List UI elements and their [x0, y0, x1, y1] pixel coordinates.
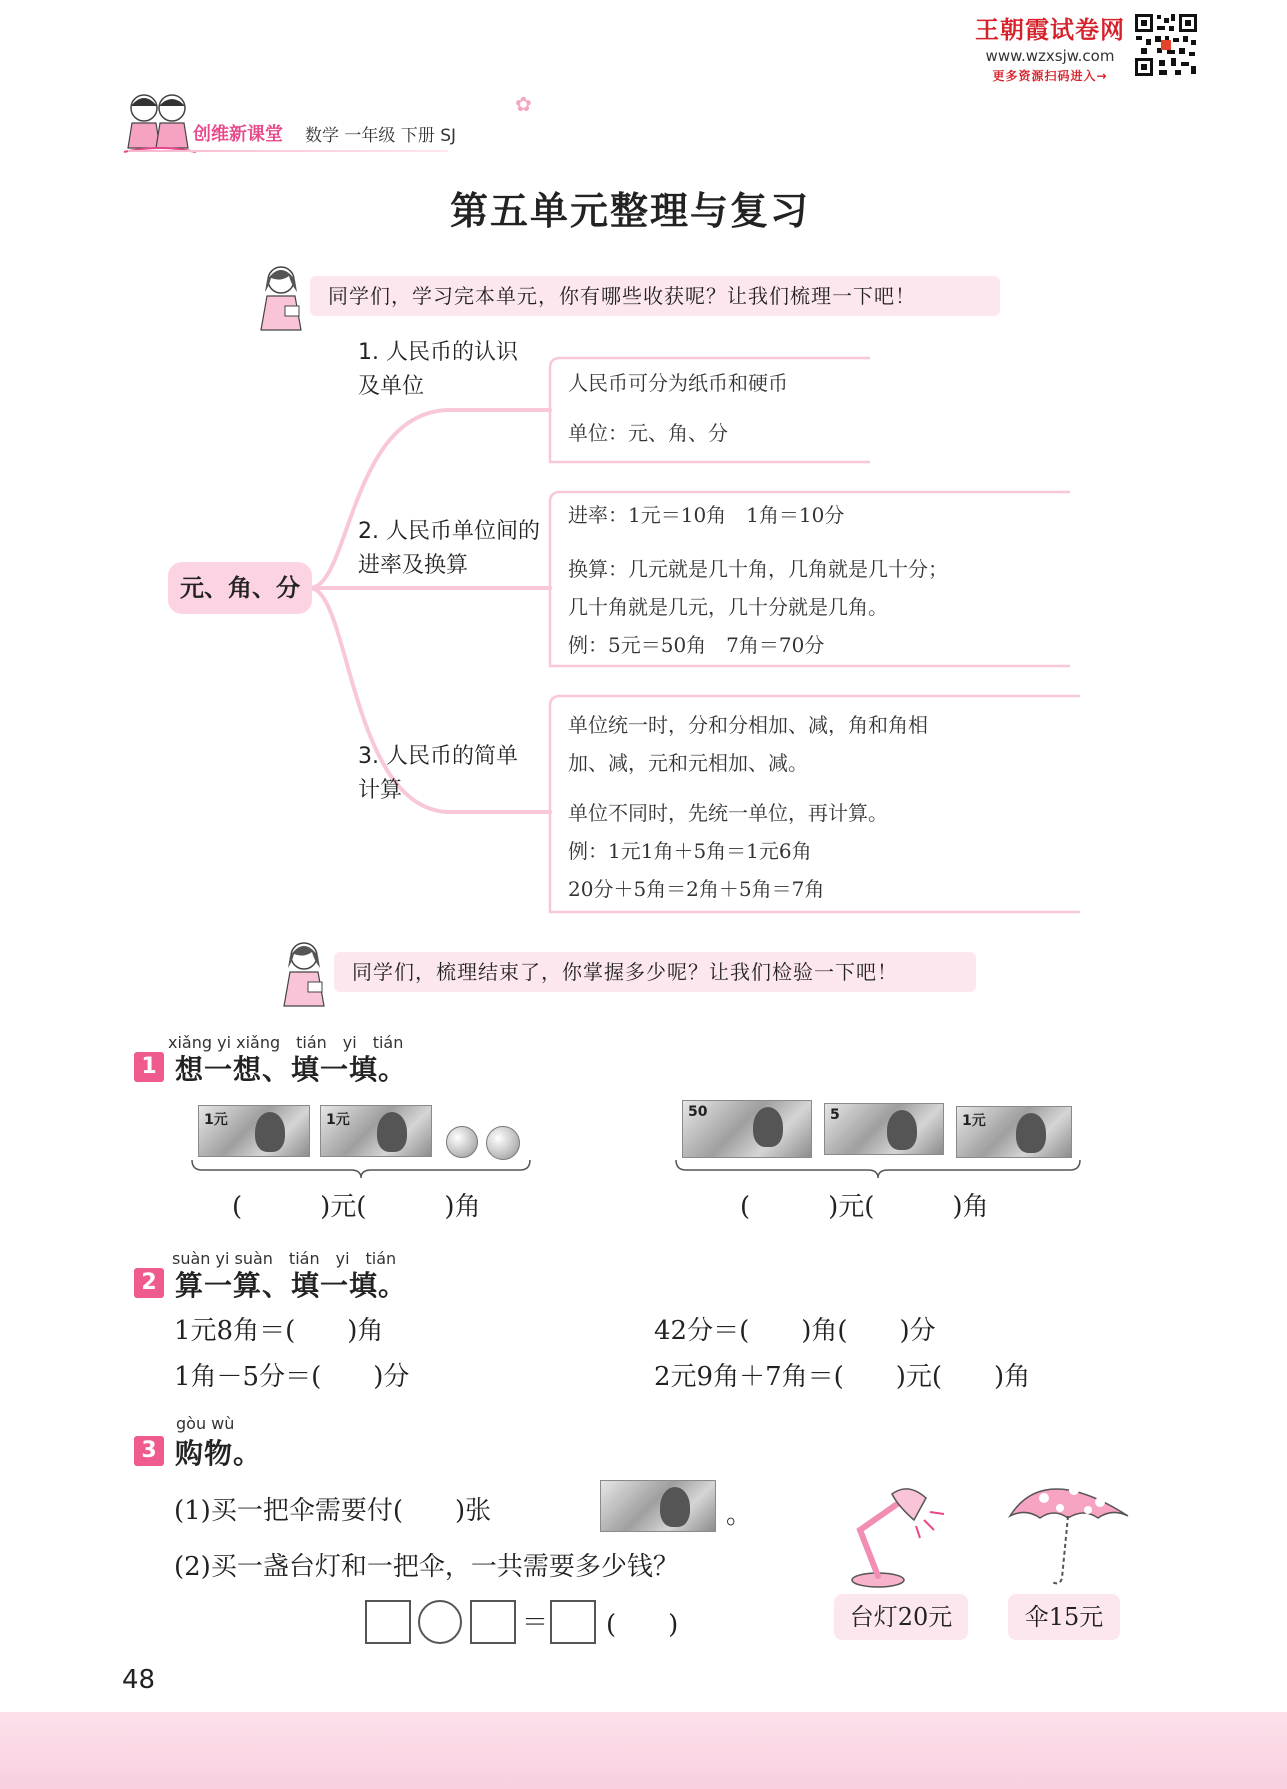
q2-item[interactable]: 42分＝( )角( )分 [654, 1316, 936, 1346]
footer-band [0, 1712, 1287, 1789]
brand-name: 创维新课堂 [193, 124, 283, 145]
branch-2-note: 换算：几元就是几十角，几角就是几十分； [568, 557, 948, 581]
check-intro-banner: 同学们，梳理结束了，你掌握多少呢？让我们检验一下吧！ [334, 952, 976, 992]
flower-icon: ✿ [515, 92, 532, 116]
branch-2-note: 进率：1元＝10角 1角＝10分 [568, 503, 845, 527]
branch-1-label: 1. 人民币的认识及单位 [358, 340, 518, 399]
left-brace [190, 1158, 532, 1180]
q3-sub1-end: 。 [726, 1500, 753, 1530]
site-scan-hint: 更多资源扫码进入→ [992, 69, 1108, 83]
answer-box[interactable] [365, 1600, 411, 1644]
q3-title: 购物。 [175, 1437, 263, 1470]
branch-3-note: 单位统一时，分和分相加、减，角和角相 [568, 713, 928, 737]
page-title: 第五单元整理与复习 [449, 189, 810, 233]
lamp-price-tag: 台灯20元 [834, 1594, 968, 1640]
coin-1-jiao-icon [486, 1126, 520, 1160]
banknote-1-yuan: 1元 [198, 1105, 310, 1157]
qr-code-icon [1133, 12, 1199, 78]
branch-3-label: 3. 人民币的简单计算 [358, 744, 518, 803]
teacher-girl-icon [255, 262, 307, 334]
q2-item[interactable]: 2元9角＋7角＝( )元( )角 [654, 1362, 1031, 1392]
branch-2-note: 例：5元＝50角 7角＝70分 [568, 633, 825, 657]
brand-subtitle: 数学 一年级 下册 SJ [305, 126, 457, 146]
banknote-10-yuan [600, 1480, 716, 1532]
banknote-1-yuan: 1元 [956, 1106, 1072, 1158]
q2-pinyin: suàn yi suàn tián yi tián [172, 1249, 397, 1268]
branch-3-note: 20分＋5角＝2角＋5角＝7角 [568, 877, 825, 901]
header-divider [128, 150, 448, 152]
page-number: 48 [122, 1665, 156, 1695]
q1-left-answer[interactable]: ( )元( )角 [232, 1192, 481, 1222]
brand-mascot-icon [122, 88, 198, 158]
banknote-1-yuan: 1元 [320, 1105, 432, 1157]
branch-3-note: 例：1元1角＋5角＝1元6角 [568, 839, 812, 863]
review-intro-banner: 同学们，学习完本单元，你有哪些收获呢？让我们梳理一下吧！ [310, 276, 1000, 316]
site-logo [960, 10, 1140, 84]
desk-lamp-icon [838, 1480, 958, 1590]
site-url: www.wzxsjw.com [985, 47, 1115, 65]
q3-sub2: (2)买一盏台灯和一把伞，一共需要多少钱？ [174, 1552, 679, 1582]
equals-sign: ＝ [522, 1608, 549, 1638]
branch-2-note: 几十角就是几元，几十分就是几角。 [568, 595, 888, 619]
branch-2-label: 2. 人民币单位间的进率及换算 [358, 519, 540, 578]
branch-3-note: 加、减，元和元相加、减。 [568, 751, 808, 775]
branch-3-note: 单位不同时，先统一单位，再计算。 [568, 801, 888, 825]
q2-title: 算一算、填一填。 [175, 1269, 408, 1302]
q1-number: 1 [134, 1052, 164, 1082]
q1-right-answer[interactable]: ( )元( )角 [740, 1192, 989, 1222]
teacher-girl-icon [278, 938, 330, 1010]
mindmap-root: 元、角、分 [168, 562, 312, 614]
q2-number: 2 [134, 1268, 164, 1298]
operator-circle[interactable] [418, 1600, 462, 1644]
q1-pinyin: xiǎng yi xiǎng tián yi tián [168, 1033, 404, 1052]
q3-sub1[interactable]: (1)买一把伞需要付( )张 [174, 1496, 492, 1526]
answer-box[interactable] [550, 1600, 596, 1644]
unit-blank[interactable]: ( ) [606, 1610, 679, 1640]
q3-pinyin: gòu wù [176, 1414, 235, 1433]
site-name: 王朝霞试卷网 [975, 16, 1125, 44]
banknote-50-yuan: 50 [682, 1100, 812, 1158]
right-brace [674, 1158, 1082, 1180]
branch-1-note: 单位：元、角、分 [568, 421, 728, 445]
answer-box[interactable] [470, 1600, 516, 1644]
banknote-5-yuan: 5 [824, 1103, 944, 1155]
q1-title: 想一想、填一填。 [175, 1053, 408, 1086]
branch-1-note: 人民币可分为纸币和硬币 [568, 371, 788, 395]
umbrella-price-tag: 伞15元 [1008, 1594, 1120, 1640]
q2-item[interactable]: 1元8角＝( )角 [174, 1316, 384, 1346]
coin-1-jiao-icon [446, 1126, 478, 1158]
umbrella-icon [1004, 1470, 1134, 1590]
q3-number: 3 [134, 1436, 164, 1466]
q2-item[interactable]: 1角－5分＝( )分 [174, 1362, 410, 1392]
